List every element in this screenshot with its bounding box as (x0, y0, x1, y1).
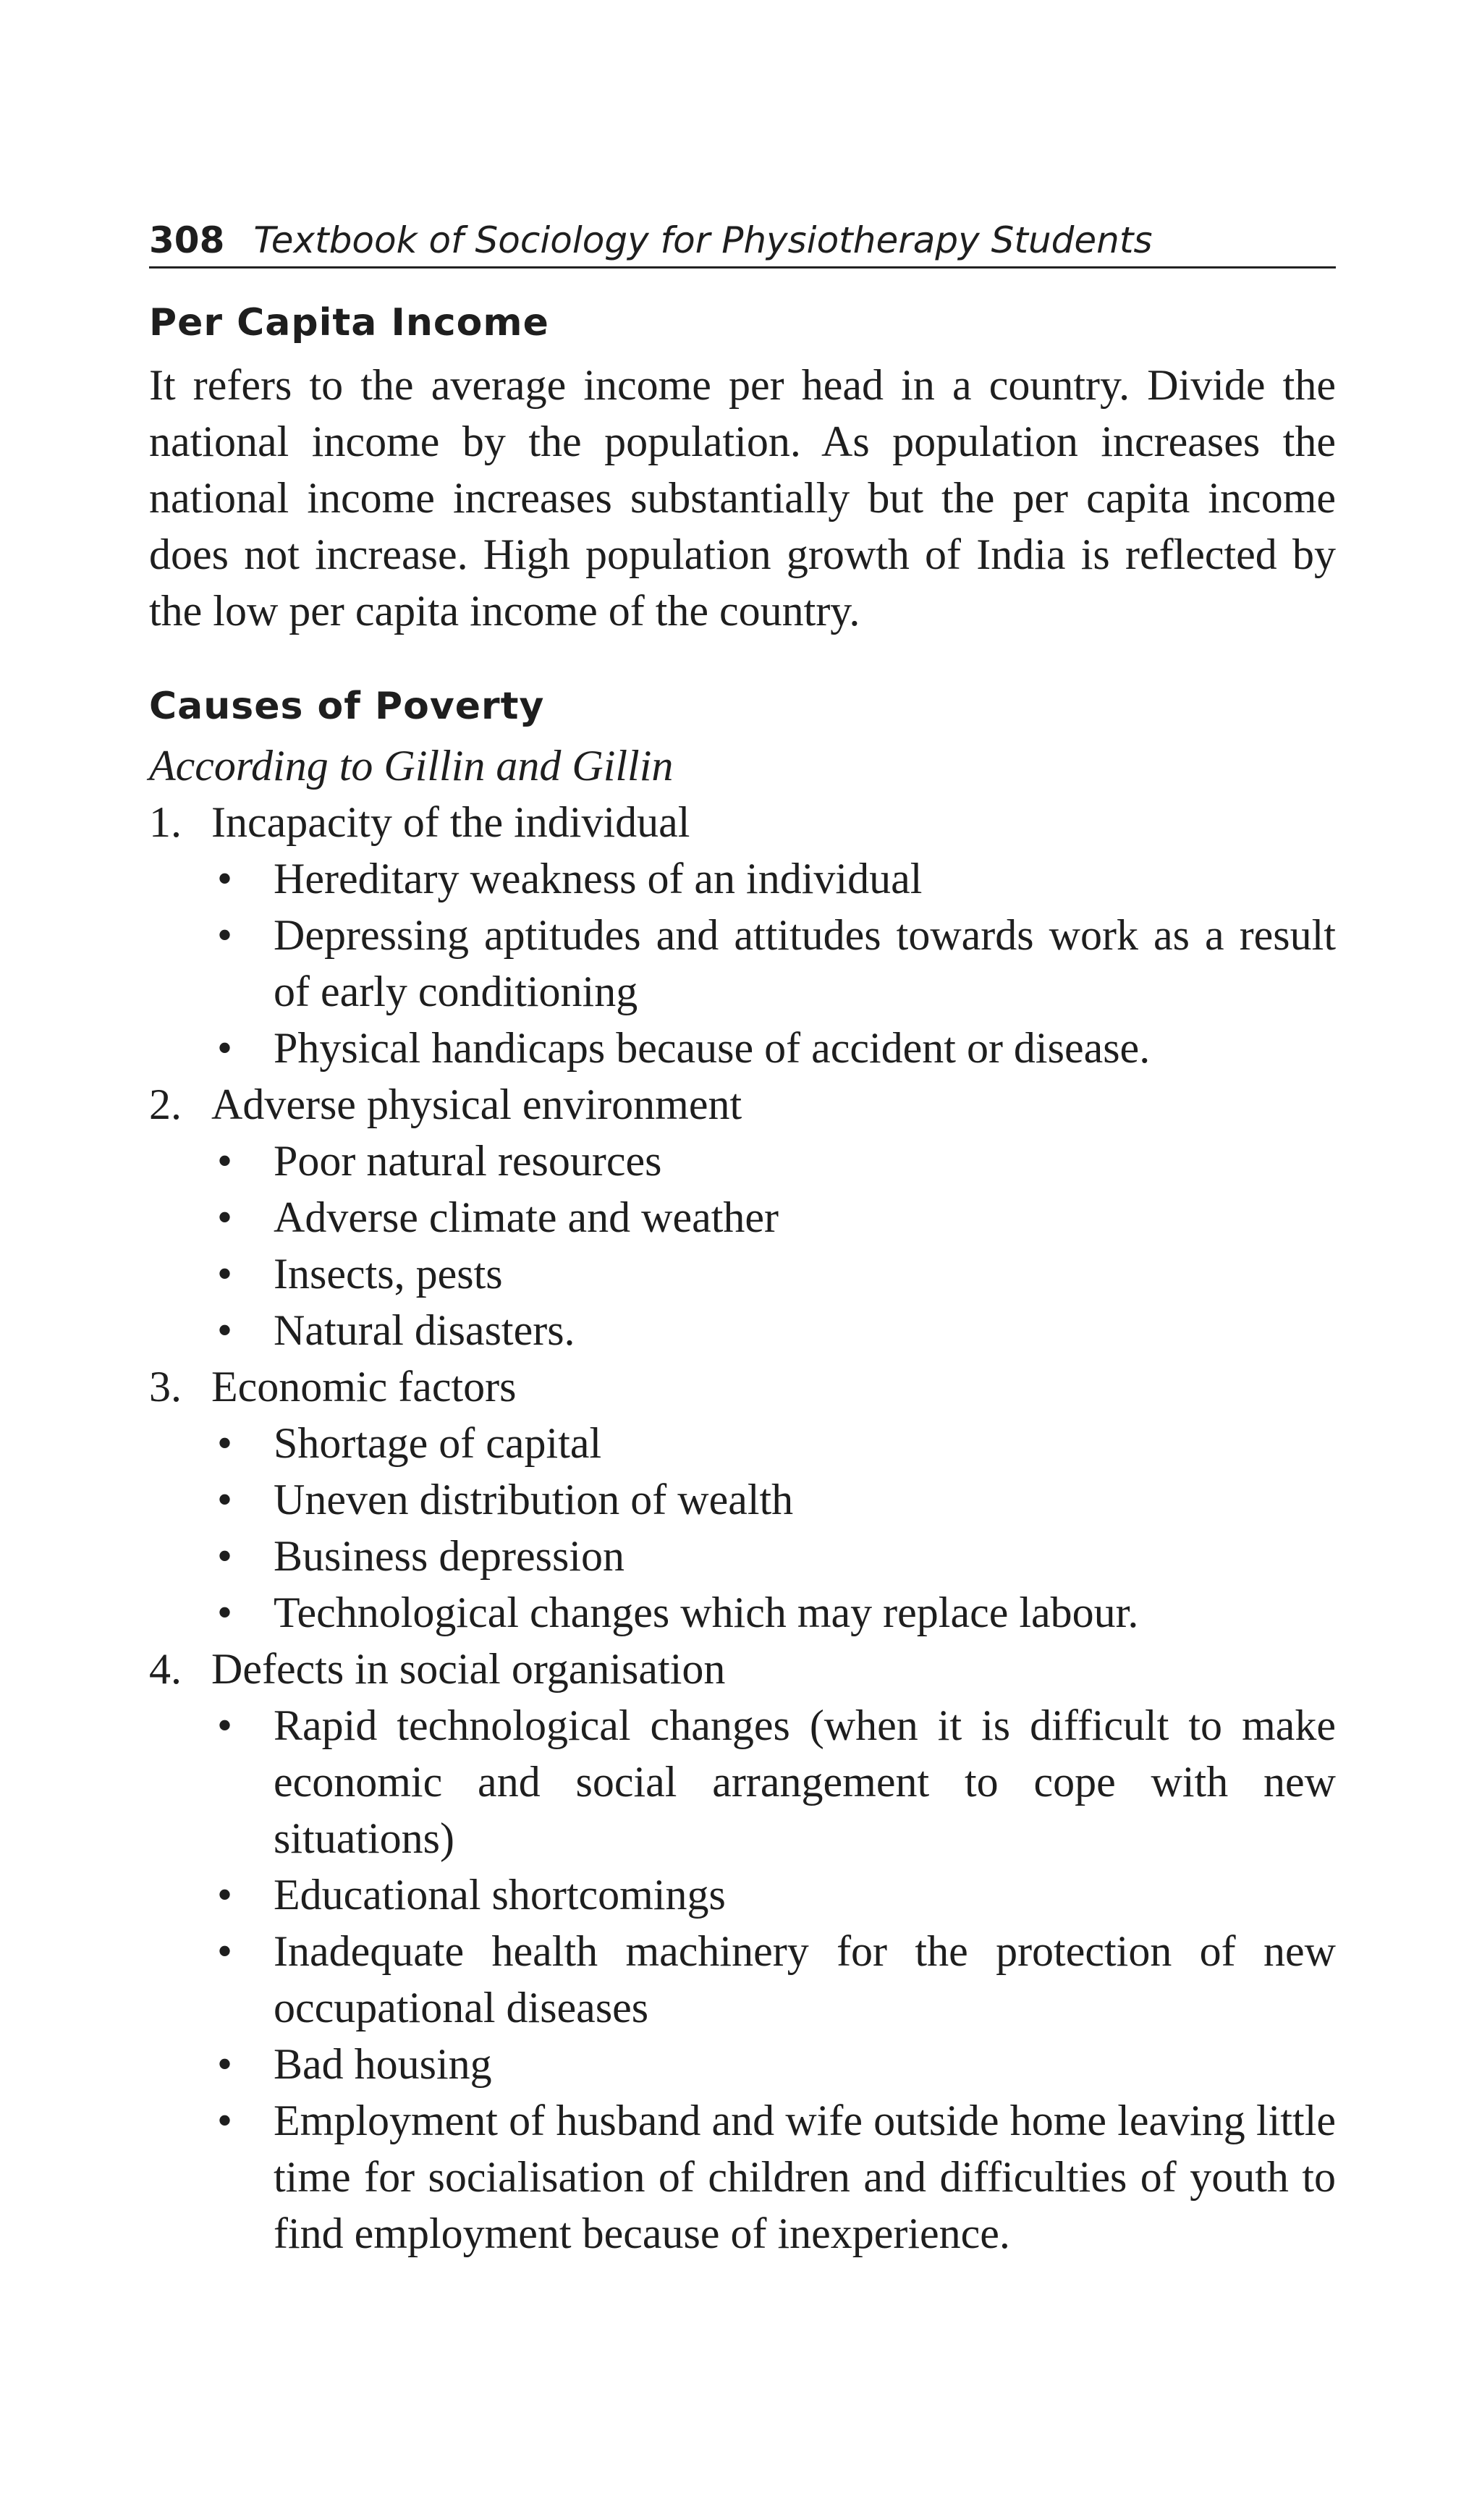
bullet-text: Business depression (274, 1532, 624, 1580)
cause-bullets (211, 1133, 1336, 1358)
bullet-text: Technological changes which may replace labour. (274, 1589, 1139, 1636)
bullet-icon: • (217, 1306, 233, 1354)
running-header (149, 214, 1336, 269)
cause-number: 1. (149, 798, 182, 846)
bullet-item (211, 1189, 1336, 1246)
cause-bullets (211, 850, 1336, 1076)
bullet-item (211, 2092, 1336, 2262)
bullet-item (211, 1471, 1336, 1528)
bullet-icon: • (217, 1250, 233, 1298)
per-capita-paragraph: It refers to the average income per head in a country. Divide the national income by the population. As population increases the national income increases substantially but the per capita income does not increase. High population growth of India is reflected by the low per capita income of the country. (149, 361, 1336, 635)
bullet-text: Insects, pests (274, 1250, 503, 1298)
cause-item (149, 1076, 1336, 1358)
book-title: Textbook of Sociology for Physiotherapy Students (253, 219, 1153, 261)
bullet-text: Adverse climate and weather (274, 1193, 779, 1241)
heading-per-capita-income: Per Capita Income (149, 301, 549, 344)
bullet-icon: • (217, 1024, 233, 1072)
cause-bullets (211, 1697, 1336, 2262)
bullet-text: Bad housing (274, 2040, 492, 2088)
bullet-text: Natural disasters. (274, 1306, 575, 1354)
page-number: 308 (149, 219, 225, 261)
bullet-item (211, 1923, 1336, 2036)
cause-title: Adverse physical environment (211, 1081, 742, 1128)
cause-number: 2. (149, 1081, 182, 1128)
bullet-item (211, 1415, 1336, 1471)
bullet-text: Depressing aptitudes and attitudes towards work as a result of early conditioning (274, 911, 1336, 1015)
cause-item (149, 1358, 1336, 1641)
bullet-icon: • (217, 911, 233, 959)
cause-number: 3. (149, 1363, 182, 1411)
bullet-icon: • (217, 1871, 233, 1919)
bullet-icon: • (217, 1589, 233, 1636)
bullet-icon: • (217, 855, 233, 902)
bullet-item (211, 1020, 1336, 1076)
cause-item (149, 794, 1336, 1076)
bullet-icon: • (217, 1193, 233, 1241)
bullet-icon: • (217, 1137, 233, 1185)
bullet-item (211, 1133, 1336, 1189)
bullet-text: Poor natural resources (274, 1137, 662, 1185)
bullet-item (211, 2036, 1336, 2092)
bullet-text: Uneven distribution of wealth (274, 1476, 794, 1523)
bullet-text: Hereditary weakness of an individual (274, 855, 923, 902)
bullet-item (211, 850, 1336, 907)
bullet-text: Physical handicaps because of accident or disease. (274, 1024, 1151, 1072)
cause-item (149, 1641, 1336, 2262)
cause-title: Defects in social organisation (211, 1645, 726, 1693)
cause-title: Economic factors (211, 1363, 517, 1411)
bullet-item (211, 1697, 1336, 1866)
bullet-icon: • (217, 1927, 233, 1975)
bullet-icon: • (217, 2097, 233, 2144)
bullet-text: Rapid technological changes (when it is difficult to make economic and social arrangement to cope with new situations) (274, 1701, 1336, 1862)
bullet-text: Inadequate health machinery for the protection of new occupational diseases (274, 1927, 1336, 2031)
bullet-item (211, 1246, 1336, 1302)
bullet-item (211, 1584, 1336, 1641)
book-page (149, 214, 1336, 2262)
bullet-item (211, 907, 1336, 1020)
bullet-icon: • (217, 1419, 233, 1467)
bullet-text: Educational shortcomings (274, 1871, 726, 1919)
bullet-icon: • (217, 1532, 233, 1580)
cause-number: 4. (149, 1645, 182, 1693)
heading-causes-of-poverty: Causes of Poverty (149, 685, 545, 728)
bullet-item (211, 1866, 1336, 1923)
bullet-icon: • (217, 2040, 233, 2088)
bullet-text: Shortage of capital (274, 1419, 602, 1467)
bullet-icon: • (217, 1701, 233, 1749)
cause-title: Incapacity of the individual (211, 798, 690, 846)
bullet-item (211, 1302, 1336, 1358)
bullet-text: Employment of husband and wife outside home leaving little time for socialisation of children and difficulties of youth to find employment because of inexperience. (274, 2097, 1336, 2257)
bullet-item (211, 1528, 1336, 1584)
cause-bullets (211, 1415, 1336, 1641)
source-attribution: According to Gillin and Gillin (149, 742, 674, 790)
bullet-icon: • (217, 1476, 233, 1523)
causes-list (149, 794, 1336, 2262)
